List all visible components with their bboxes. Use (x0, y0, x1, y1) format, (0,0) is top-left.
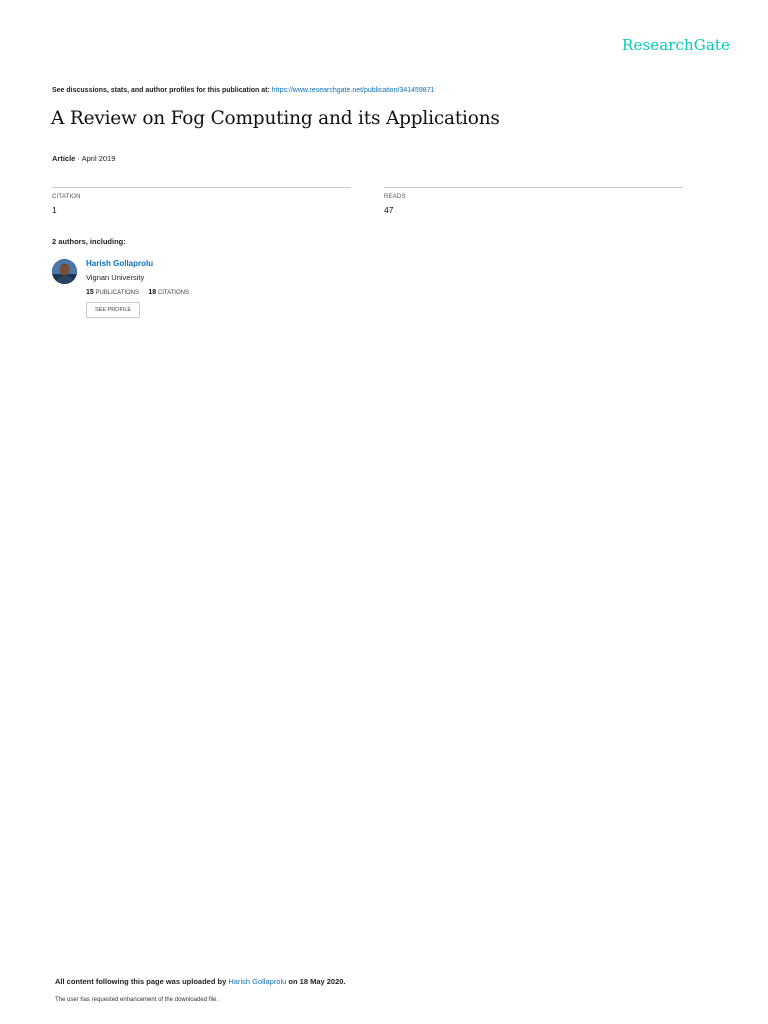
author-photo-icon (52, 259, 77, 284)
author-name-link[interactable]: Harish Gollaprolu (86, 259, 154, 268)
author-avatar[interactable] (52, 259, 77, 284)
reads-stat (384, 187, 683, 215)
researchgate-logo[interactable]: ResearchGate (622, 36, 730, 54)
publication-title: A Review on Fog Computing and its Applications (51, 108, 500, 129)
upload-suffix: on 18 May 2020. (288, 977, 346, 986)
article-type: Article (52, 154, 76, 163)
citation-stat (52, 187, 351, 215)
uploader-link[interactable]: Harish Gollaprolu (228, 977, 287, 986)
author-info (86, 259, 346, 318)
see-profile-button[interactable]: SEE PROFILE (86, 302, 140, 318)
author-citations-label: CITATIONS (157, 290, 189, 296)
author-publications-label: PUBLICATIONS (95, 290, 140, 296)
reads-label: READS (384, 194, 406, 200)
enhancement-note: The user has requested enhancement of the downloaded file. (55, 997, 219, 1003)
citation-count: 1 (52, 205, 57, 215)
article-meta (52, 154, 115, 163)
upload-prefix: All content following this page was uploaded by (55, 977, 227, 986)
author-affiliation: Vignan University (86, 273, 145, 282)
authors-heading: 2 authors, including: (52, 237, 126, 246)
discussions-line (52, 87, 434, 94)
discussions-prefix: See discussions, stats, and author profiles for this publication at: (52, 87, 270, 94)
publication-link[interactable]: https://www.researchgate.net/publication/341459871 (271, 87, 435, 94)
upload-note (55, 977, 346, 986)
citation-label: CITATION (52, 194, 81, 200)
article-date: April 2019 (81, 154, 116, 163)
author-publications-count: 15 (86, 289, 94, 296)
reads-count: 47 (384, 205, 394, 215)
author-stats (86, 289, 346, 296)
meta-separator: · (75, 154, 82, 163)
author-citations-count: 18 (148, 289, 157, 296)
